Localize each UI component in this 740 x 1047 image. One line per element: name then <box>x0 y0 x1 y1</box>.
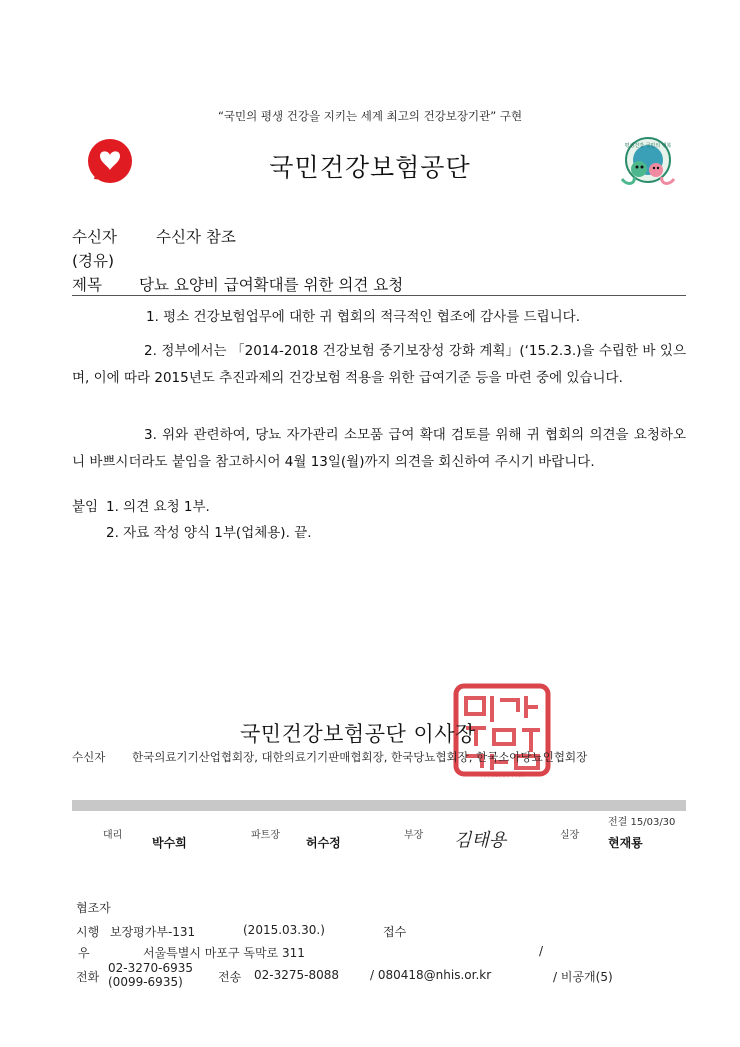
receipt-label: 접수 <box>383 925 407 939</box>
paragraph-3-text: 3. 위와 관련하여, 당뇨 자가관리 소모품 급여 확대 검토를 위해 귀 협회의 의견을 요청하오니 바쁘시더라도 붙임을 참고하시어 4월 13일(월)까지 의견을 회신하여 주시기 바랍니다. <box>72 427 686 470</box>
role-department-head: 부장 <box>404 830 424 841</box>
signature-department-head: 김태용 <box>454 830 507 851</box>
slogan: “국민의 평생 건강을 지키는 세계 최고의 건강보장기관” 구현 <box>217 109 523 123</box>
organization-title: 국민건강보험공단 <box>269 153 471 182</box>
enforce-date: (2015.03.30.) <box>243 923 325 937</box>
header-divider <box>72 295 686 296</box>
cooperator-label: 협조자 <box>76 901 111 915</box>
disclosure-status: / 비공개(5) <box>553 970 613 984</box>
paragraph-3 <box>72 422 686 476</box>
address-value: 서울특별시 마포구 독막로 311 <box>143 946 305 960</box>
phone-value: 02-3270-6935 <box>108 961 194 975</box>
phone-label: 전화 <box>76 970 100 984</box>
enforce-number: 보장평가부-131 <box>110 925 196 939</box>
fax-label: 전송 <box>218 970 242 984</box>
role-part-leader: 파트장 <box>251 830 280 841</box>
address-slash: / <box>539 944 544 958</box>
seal-text: 국민건강보험공단이사장인 <box>478 773 526 778</box>
subject-value: 당뇨 요양비 급여확대를 위한 의견 요청 <box>139 276 404 294</box>
role-assistant-manager: 대리 <box>103 830 123 841</box>
name-office-director: 현재룡 <box>608 836 643 850</box>
name-part-leader: 허수정 <box>306 836 341 850</box>
name-assistant-manager: 박수희 <box>152 836 187 850</box>
role-office-director: 실장 <box>560 830 580 841</box>
enforce-label: 시행 <box>76 925 100 939</box>
fax-value: 02-3275-8088 <box>254 968 340 982</box>
address-label: 우 <box>78 946 90 960</box>
recipients-list: 한국의료기기산업협회장, 대한의료기기판매협회장, 한국당뇨협회장, 한국소아당뇨인협회장 <box>132 750 588 764</box>
emblem-text: 평생건강 국민의 행복 <box>624 143 672 149</box>
mascot-emblem-icon <box>612 135 684 190</box>
approval-date-note: 전결 15/03/30 <box>608 817 676 828</box>
attachment-label: 붙임 <box>72 499 99 515</box>
paragraph-1: 1. 평소 건강보험업무에 대한 귀 협회의 적극적인 협조에 감사를 드립니다. <box>146 309 580 325</box>
paragraph-2-text: 2. 정부에서는 「2014-2018 건강보험 중기보장성 강화 계획」(‘15.2.3.)을 수립한 바 있으며, 이에 따라 2015년도 추진과제의 건강보험 적용을 위한 급여기준 등을 마련 중에 있습니다. <box>72 343 686 386</box>
via-label: (경유) <box>72 252 115 270</box>
paragraph-2 <box>72 338 686 392</box>
phone-ext: (0099-6935) <box>108 975 183 989</box>
attachment-item-1: 1. 의견 요청 1부. <box>106 499 210 515</box>
signer-title: 국민건강보험공단 이사장 <box>240 722 476 746</box>
email: / 080418@nhis.or.kr <box>370 968 492 982</box>
recipient-value: 수신자 참조 <box>156 228 236 246</box>
approval-bar <box>72 800 686 811</box>
recipients-label: 수신자 <box>72 750 106 764</box>
attachment-item-2: 2. 자료 작성 양식 1부(업체용). 끝. <box>106 525 312 541</box>
subject-label: 제목 <box>72 276 102 294</box>
recipient-label: 수신자 <box>72 228 117 246</box>
